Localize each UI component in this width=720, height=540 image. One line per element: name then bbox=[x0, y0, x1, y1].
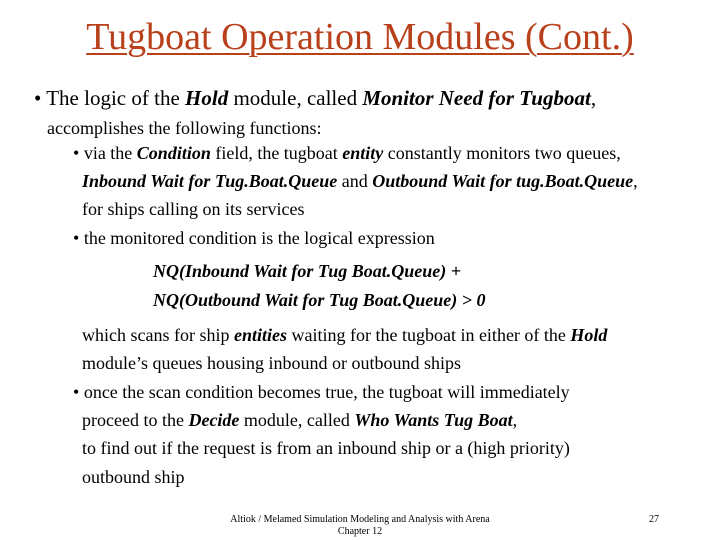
sub-bullet-3-line-1: • once the scan condition becomes true, the tugboat will immediately bbox=[73, 382, 570, 402]
sub-bullet-3-line-4: outbound ship bbox=[82, 467, 185, 487]
footer-chapter: Chapter 12 bbox=[337, 526, 383, 537]
page-number: 27 bbox=[649, 514, 659, 525]
footer-citation: Altiok / Melamed Simulation Modeling and Analysis with Arena bbox=[230, 514, 490, 525]
bullet-1-line-2: accomplishes the following functions: bbox=[47, 118, 322, 138]
sub-bullet-3-line-2: proceed to the Decide module, called Who Wants Tug Boat, bbox=[82, 410, 518, 430]
bullet-dot: • bbox=[73, 382, 80, 402]
sub-bullet-1-line-3: for ships calling on its services bbox=[82, 199, 305, 219]
sub-bullet-2-line-2: which scans for ship entities waiting for the tugboat in either of the Hold bbox=[82, 325, 608, 345]
expression-line-1: NQ(Inbound Wait for Tug Boat.Queue) + bbox=[153, 261, 461, 281]
bullet-dot: • bbox=[73, 228, 80, 248]
bullet-dot: • bbox=[34, 86, 42, 110]
bullet-dot: • bbox=[73, 143, 80, 163]
bullet-1-line-1: • The logic of the Hold module, called Monitor Need for Tugboat, bbox=[34, 86, 597, 110]
sub-bullet-2-line-1: • the monitored condition is the logical expression bbox=[73, 228, 435, 248]
sub-bullet-3-line-3: to find out if the request is from an inbound ship or a (high priority) bbox=[82, 438, 570, 458]
page-title: Tugboat Operation Modules (Cont.) bbox=[86, 16, 634, 58]
sub-bullet-2-line-3: module’s queues housing inbound or outbound ships bbox=[82, 353, 461, 373]
sub-bullet-1-line-1: • via the Condition field, the tugboat entity constantly monitors two queues, bbox=[73, 143, 621, 163]
sub-bullet-1-line-2: Inbound Wait for Tug.Boat.Queue and Outbound Wait for tug.Boat.Queue, bbox=[82, 171, 638, 191]
expression-line-2: NQ(Outbound Wait for Tug Boat.Queue) > 0 bbox=[153, 290, 486, 310]
